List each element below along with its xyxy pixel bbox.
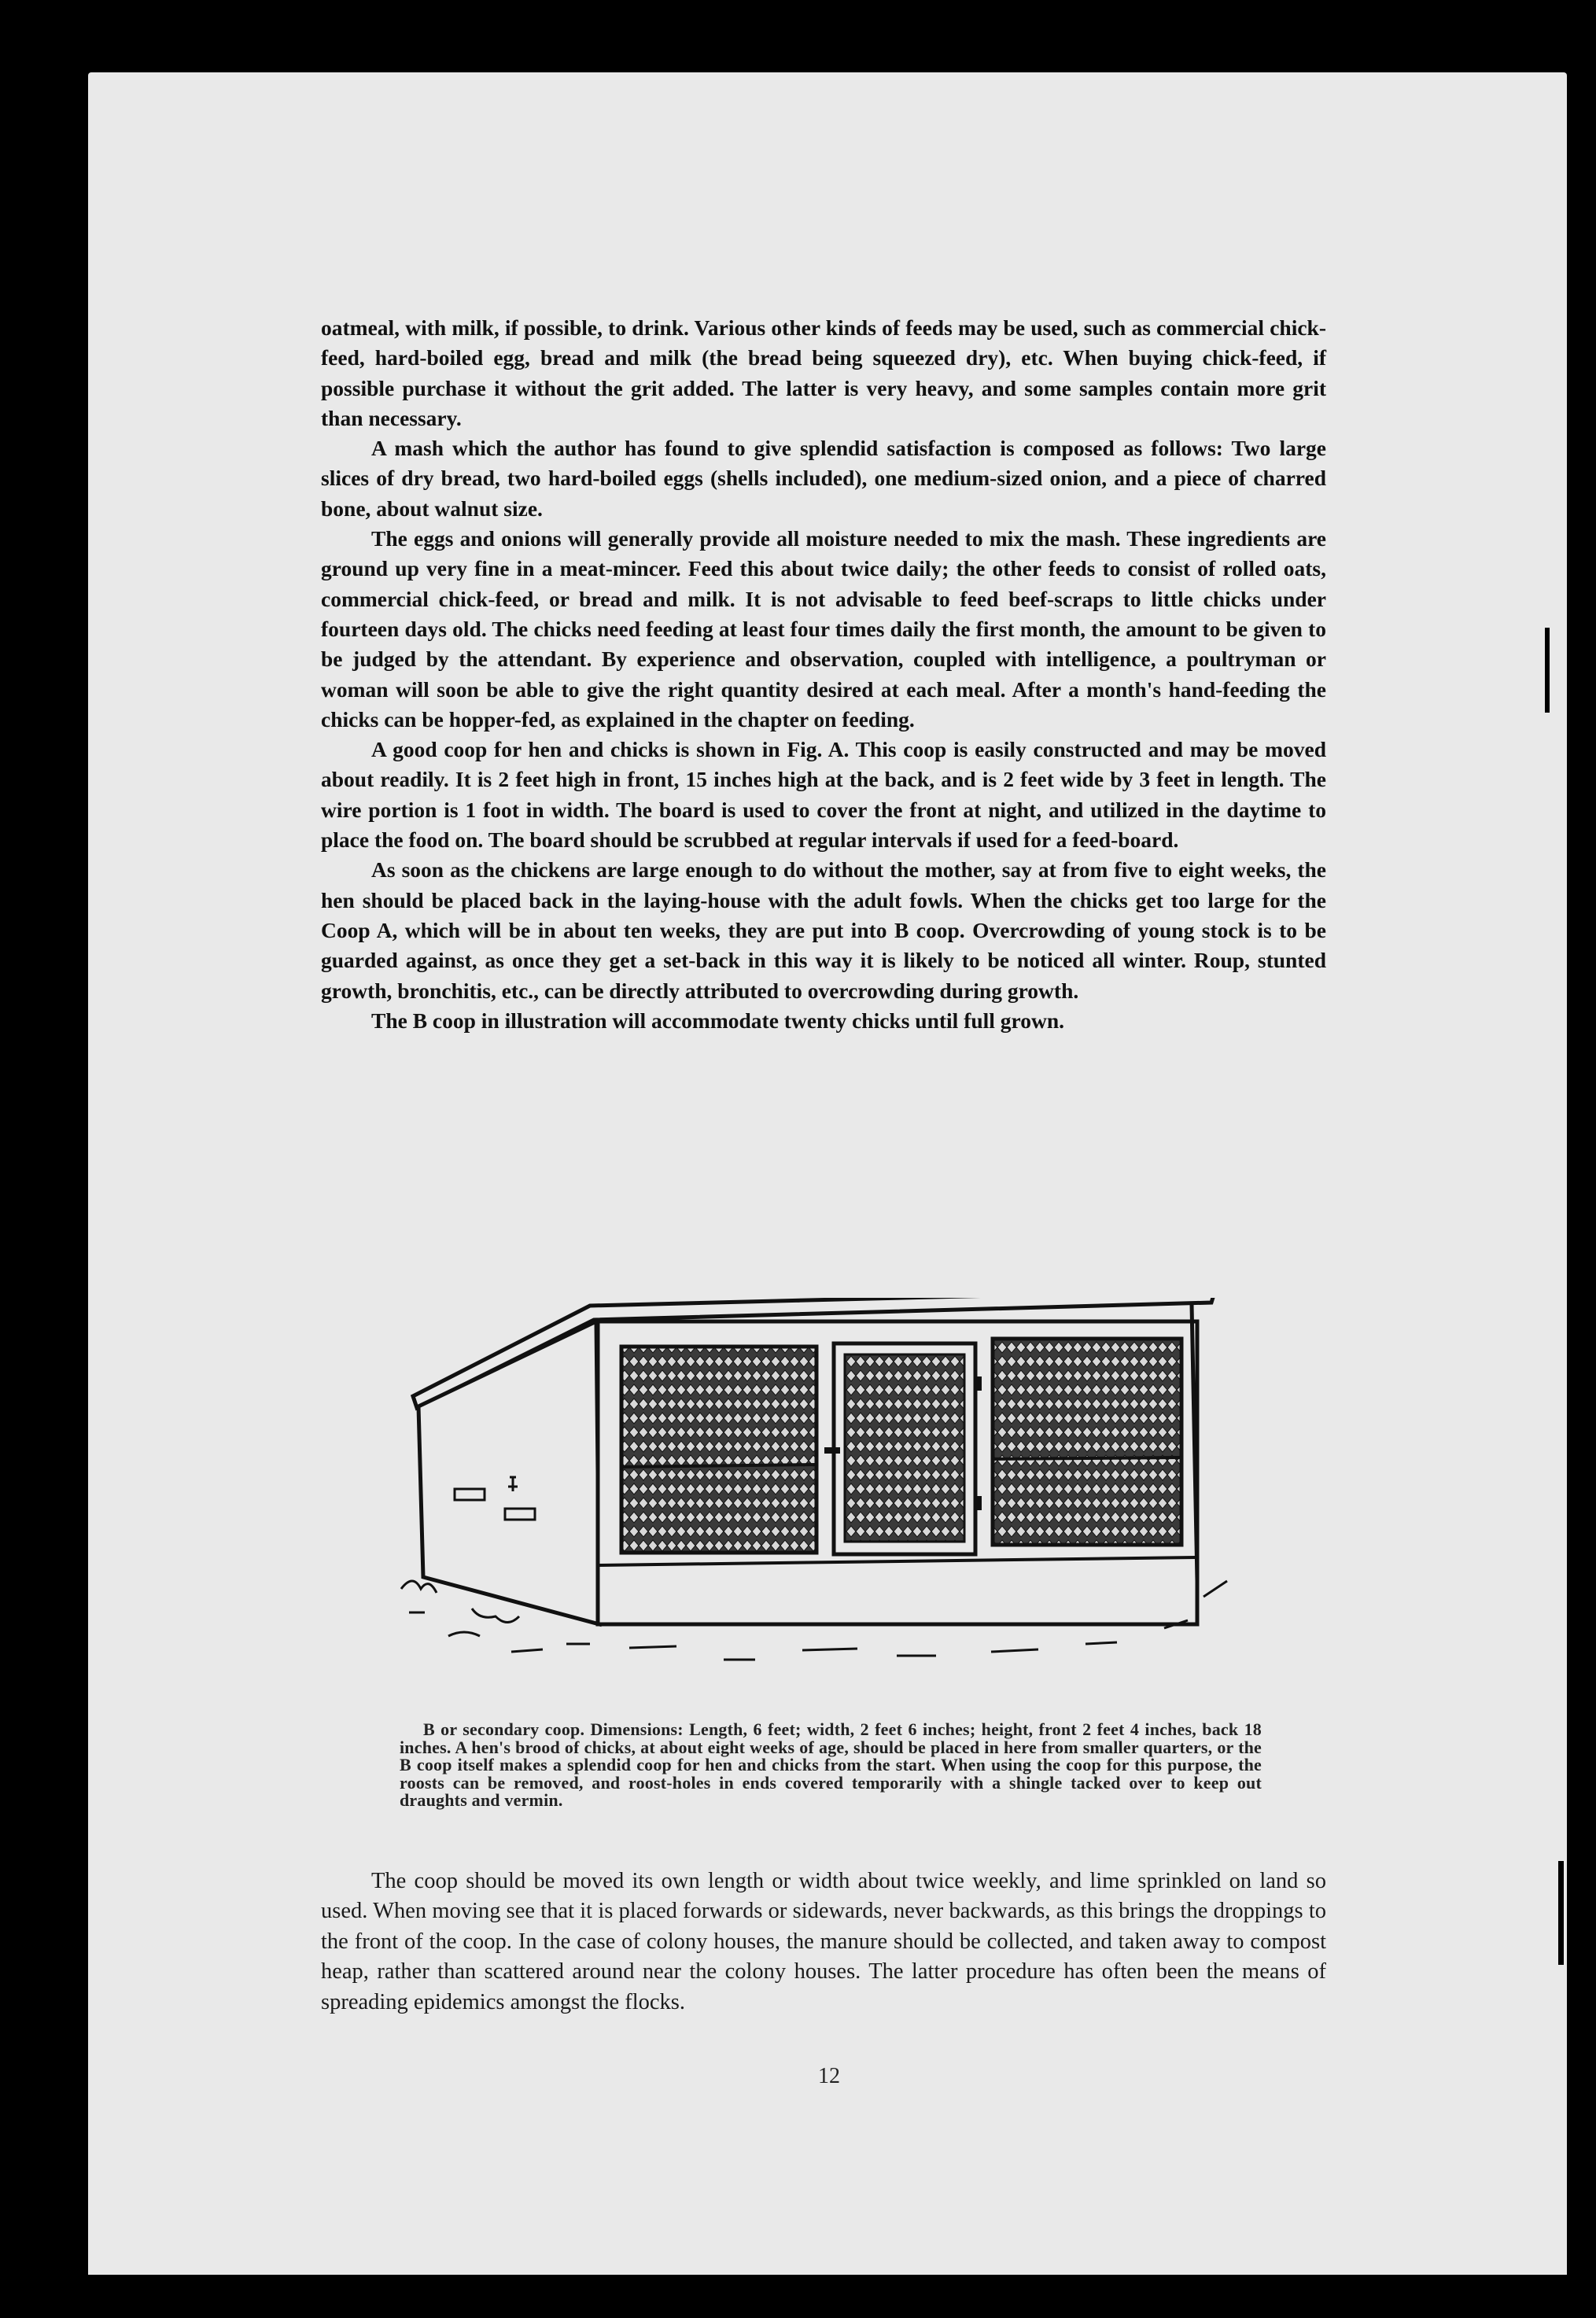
paragraph: oatmeal, with milk, if possible, to drink. Various other kinds of feeds may be used, such as commercial chick-feed, hard-boiled egg, bread and milk (the bread being squeezed dry), etc. When buying chick-feed, if possible purchase it without the grit added. The latter is very heavy, and some samples contain more grit than necessary. xyxy=(321,315,1326,430)
upper-text xyxy=(321,313,1326,1036)
paragraph: The coop should be moved its own length or width about twice weekly, and lime sprinkled on land so used. When moving see that it is placed forwards or sidewards, never backwards, as this brings the droppings to the front of the coop. In the case of colony houses, the manure should be collected, and taken away to compost heap, rather than scattered around near the colony houses. The latter procedure has often been the means of spreading epidemics amongst the flocks. xyxy=(321,1869,1326,2014)
lower-text xyxy=(321,1867,1326,2018)
paragraph: The eggs and onions will generally provide all moisture needed to mix the mash. These ingredients are ground up very fine in a meat-mincer. Feed this about twice daily; the other feeds to consist of rolled oats, commercial chick-feed, or bread and milk. It is not advisable to feed beef-scraps to little chicks under fourteen days old. The chicks need feeding at least four times daily the first month, the amount to be given to be judged by the attendant. By experience and observation, coupled with intelligence, a poultryman or woman will soon be able to give the right quantity desired at each meal. After a month's hand-feeding the chicks can be hopper-fed, as explained in the chapter on feeding. xyxy=(321,526,1326,732)
figure-caption xyxy=(400,1721,1262,1810)
paragraph: A good coop for hen and chicks is shown in Fig. A. This coop is easily constructed and may be moved about readily. It is 2 feet high in front, 15 inches high at the back, and is 2 feet wide by 3 feet in length. The wire portion is 1 foot in width. The board is used to cover the front at night, and utilized in the daytime to place the food on. The board should be scrubbed at regular intervals if used for a feed-board. xyxy=(321,737,1326,853)
paragraph: The B coop in illustration will accommodate twenty chicks until full grown. xyxy=(371,1008,1065,1033)
paragraph: As soon as the chickens are large enough to do without the mother, say at from five to eight weeks, the hen should be placed back in the laying-house with the adult fowls. When the chicks get too large for the Coop A, which will be in about ten weeks, they are put into B coop. Overcrowding of young stock is to be guarded against, as once they get a set-back in this way it is likely to be noticed all winter. Roup, stunted growth, bronchitis, etc., can be directly attributed to overcrowding during growth. xyxy=(321,857,1326,1003)
coop-illustration xyxy=(393,1298,1259,1715)
paragraph: A mash which the author has found to give splendid satisfaction is composed as follows: Two large slices of dry bread, two hard-boiled eggs (shells included), one medium-sized onion, and a piece of charred bone, about walnut size. xyxy=(321,436,1326,521)
right-edge-mark-lower xyxy=(1558,1861,1564,1965)
caption-text: B or secondary coop. Dimensions: Length, 6 feet; width, 2 feet 6 inches; height, front 2 feet 4 inches, back 18 inches. A hen's brood of chicks, at about eight weeks of age, should be placed in here from smaller quarters, or the B coop itself makes a splendid coop for hen and chicks from the start. When using the coop for this purpose, the roosts can be removed, and roost-holes in ends covered temporarily with a shingle tacked over to keep out draughts and vermin. xyxy=(400,1719,1262,1810)
page-number: 12 xyxy=(818,2064,840,2088)
right-edge-mark-upper xyxy=(1545,628,1550,713)
